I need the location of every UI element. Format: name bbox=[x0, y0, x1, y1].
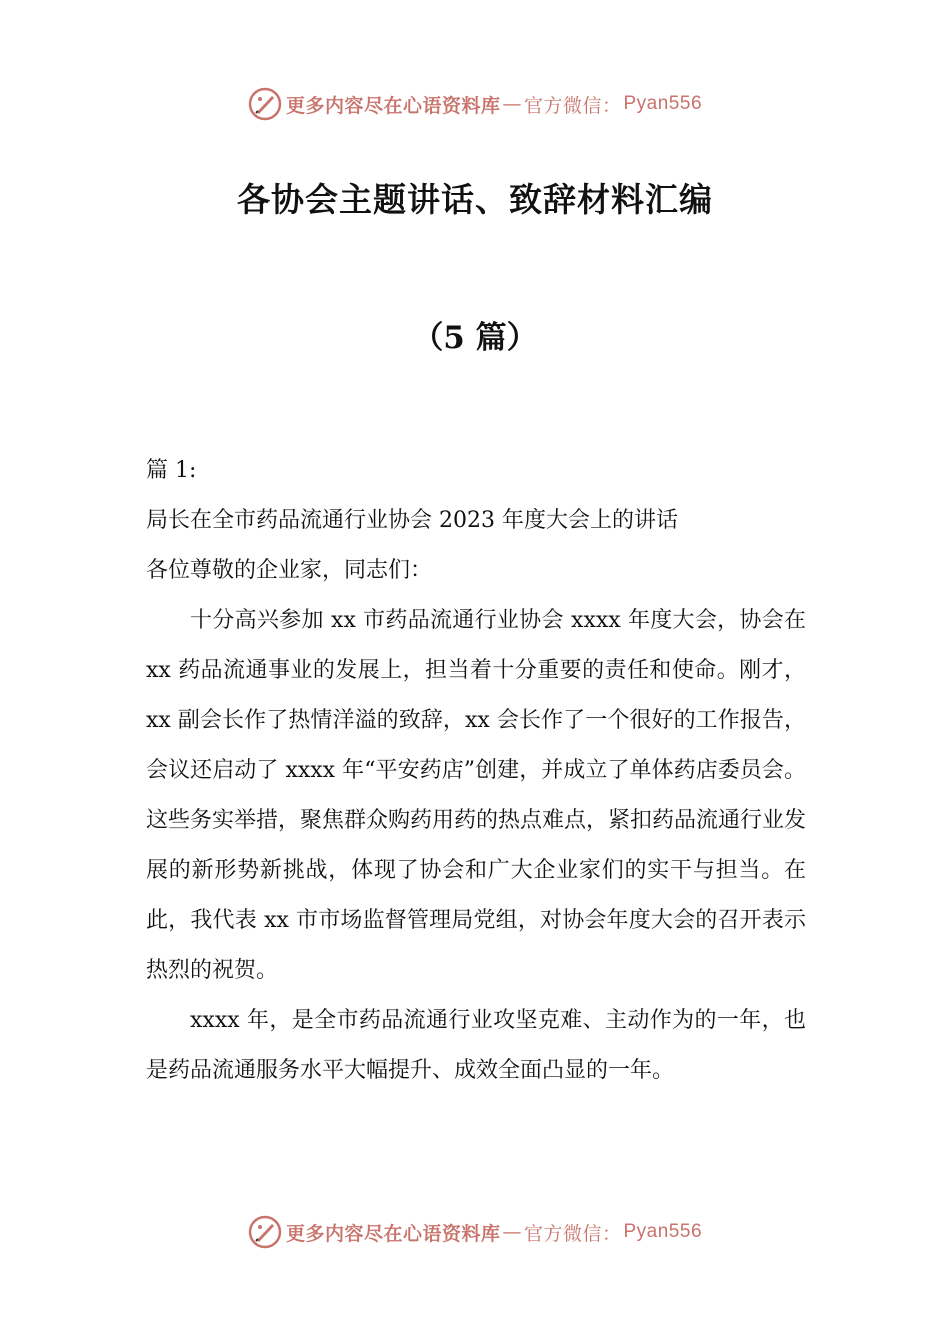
watermark-dash: — bbox=[502, 1221, 522, 1243]
chapter-label: 篇 1: bbox=[146, 458, 197, 483]
salutation: 各位尊敬的企业家，同志们： bbox=[146, 558, 433, 583]
watermark-wechat-id: Pyan556 bbox=[623, 1221, 703, 1242]
quill-logo-icon bbox=[248, 87, 282, 121]
watermark-banner-top bbox=[0, 82, 950, 126]
paragraph-2: xxxx 年，是全市药品流通行业攻坚克难、主动作为的一年，也是药品流通服务水平大幅提升、成效全面凸显的一年。 bbox=[146, 1008, 806, 1083]
watermark-wechat-label: 官方微信： bbox=[523, 1222, 622, 1245]
document-title: 各协会主题讲话、致辞材料汇编 bbox=[237, 180, 713, 219]
watermark-wechat-label: 官方微信： bbox=[523, 94, 622, 117]
document-body bbox=[146, 446, 806, 1096]
quill-logo-icon bbox=[248, 1215, 282, 1249]
paragraph-1: 十分高兴参加 xx 市药品流通行业协会 xxxx 年度大会，协会在 xx 药品流通事业的发展上，担当着十分重要的责任和使命。刚才，xx 副会长作了热情洋溢的致辞，xx 会长作了一个很好的工作报告，会议还启动了 xxxx 年“平安药店”创建，并成立了单体药店委员会。这些务实举措，聚焦群众购药用药的热点难点，紧扣药品流通行业发展的新形势新挑战，体现了协会和广大企业家们的实干与担当。在此，我代表 xx 市市场监督管理局党组，对协会年度大会的召开表示热烈的祝贺。 bbox=[146, 608, 807, 983]
watermark-dash: — bbox=[502, 93, 522, 115]
watermark-banner-bottom bbox=[0, 1210, 950, 1254]
watermark-brand: 更多内容尽在心语资料库 bbox=[285, 94, 501, 117]
document-subtitle: （5 篇） bbox=[412, 320, 538, 356]
watermark-wechat-id: Pyan556 bbox=[623, 93, 703, 114]
speech-title: 局长在全市药品流通行业协会 2023 年度大会上的讲话 bbox=[146, 508, 678, 533]
watermark-brand: 更多内容尽在心语资料库 bbox=[285, 1222, 501, 1245]
